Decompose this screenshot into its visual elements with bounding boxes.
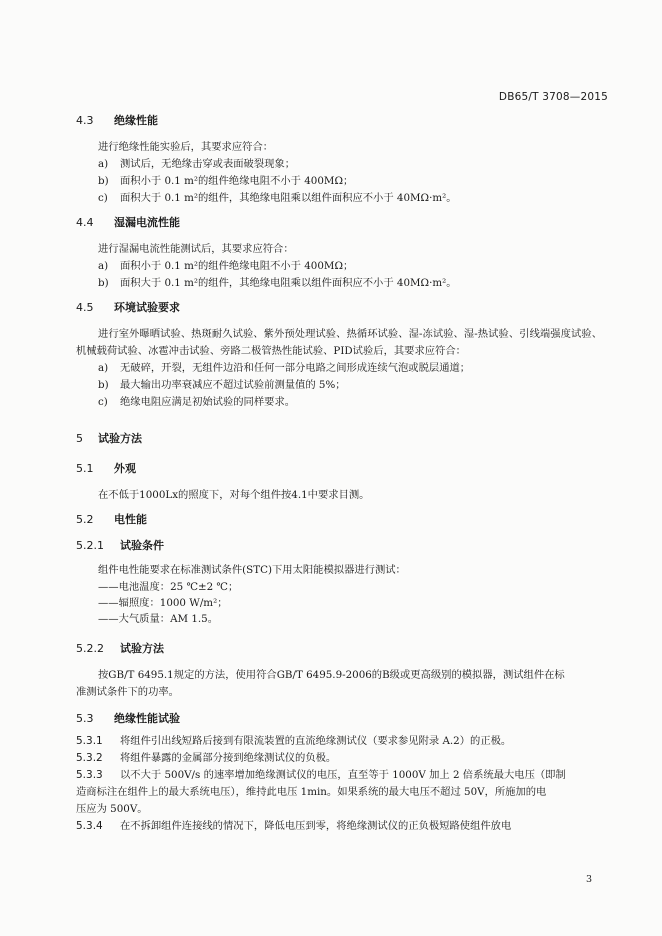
list-text: 绝缘电阻应满足初始试验的同样要求。 bbox=[120, 396, 296, 408]
section-intro: 进行室外曝晒试验、热斑耐久试验、紫外预处理试验、热循环试验、湿-冻试验、湿-热试验、引线端强度试验、机械载荷试验、冰雹冲击试验、旁路二极管热性能试验、PID试验后，其要求应符合： bbox=[76, 328, 602, 357]
page-number: 3 bbox=[585, 874, 592, 885]
subsection-title: 试验条件 bbox=[120, 539, 164, 552]
chapter-number: 5 bbox=[76, 432, 83, 445]
list-marker: c) bbox=[98, 192, 108, 204]
chapter-title: 试验方法 bbox=[98, 432, 142, 445]
clause-text: 以不大于 500V/s 的速率增加绝缘测试仪的电压，直至等于 1000V 加上 2 倍系统最大电压（即制 bbox=[120, 769, 566, 781]
section-number: 5.3 bbox=[76, 712, 94, 725]
section-title: 绝缘性能试验 bbox=[114, 712, 180, 725]
section-title: 湿漏电流性能 bbox=[114, 216, 180, 229]
section-heading-5-1 bbox=[76, 461, 602, 477]
subsection-title: 试验方法 bbox=[120, 642, 164, 655]
section-number: 4.5 bbox=[76, 301, 94, 314]
section-heading-5-2 bbox=[76, 512, 602, 528]
clause-text: 在不拆卸组件连接线的情况下，降低电压到零，将绝缘测试仪的正负极短路使组件放电 bbox=[120, 820, 512, 832]
dash-item: ——大气质量：AM 1.5。 bbox=[98, 613, 219, 625]
list-text: 无破碎，开裂，无组件边沿和任何一部分电路之间形成连续气泡或脱层通道； bbox=[120, 362, 471, 374]
clause-5-3-1 bbox=[76, 733, 602, 750]
subsection-number: 5.2.1 bbox=[76, 539, 104, 552]
list-item bbox=[76, 275, 602, 292]
list-marker: b) bbox=[98, 379, 109, 391]
clause-5-3-2 bbox=[76, 750, 602, 767]
section-intro: 进行绝缘性能实验后，其要求应符合： bbox=[98, 141, 274, 153]
list-text: 面积大于 0.1 m²的组件，其绝缘电阻乘以组件面积应不小于 40MΩ·m²。 bbox=[120, 277, 457, 289]
dash-item: ——电池温度：25 ℃±2 ℃； bbox=[98, 581, 239, 593]
section-intro: 进行湿漏电流性能测试后，其要求应符合： bbox=[98, 243, 294, 255]
list-item bbox=[76, 394, 602, 411]
dash-item: ——辐照度：1000 W/m²； bbox=[98, 597, 228, 609]
section-title: 绝缘性能 bbox=[114, 114, 158, 127]
list-item bbox=[76, 156, 602, 173]
section-number: 5.1 bbox=[76, 462, 94, 475]
section-number: 4.4 bbox=[76, 216, 94, 229]
list-marker: a) bbox=[98, 158, 109, 170]
list-text: 最大输出功率衰减应不超过试验前测量值的 5%； bbox=[120, 379, 346, 391]
section-heading-5-3 bbox=[76, 711, 602, 727]
section-number: 4.3 bbox=[76, 114, 94, 127]
chapter-heading-5 bbox=[76, 431, 602, 447]
subsection-heading-5-2-1 bbox=[76, 538, 602, 554]
section-title: 外观 bbox=[114, 462, 136, 475]
list-text: 面积大于 0.1 m²的组件，其绝缘电阻乘以组件面积应不小于 40MΩ·m²。 bbox=[120, 192, 457, 204]
clause-text-continued: 压应为 500V。 bbox=[76, 803, 148, 815]
clause-text: 将组件暴露的金属部分接到绝缘测试仪的负极。 bbox=[120, 752, 337, 764]
section-title: 电性能 bbox=[114, 513, 147, 526]
section-heading-4-5 bbox=[76, 300, 602, 316]
list-item bbox=[76, 173, 602, 190]
list-marker: a) bbox=[98, 260, 109, 272]
subsection-text-line: 按GB/T 6495.1规定的方法，使用符合GB/T 6495.9-2006的B级或更高级别的模拟器，测试组件在标 bbox=[98, 669, 565, 681]
clause-number: 5.3.2 bbox=[76, 752, 103, 764]
list-item bbox=[76, 258, 602, 275]
clause-number: 5.3.3 bbox=[76, 769, 103, 781]
list-marker: b) bbox=[98, 175, 109, 187]
section-text: 在不低于1000Lx的照度下，对每个组件按4.1中要求目测。 bbox=[98, 489, 370, 501]
list-marker: c) bbox=[98, 396, 108, 408]
list-marker: b) bbox=[98, 277, 109, 289]
subsection-heading-5-2-2 bbox=[76, 641, 602, 657]
list-marker: a) bbox=[98, 362, 109, 374]
subsection-number: 5.2.2 bbox=[76, 642, 104, 655]
clause-5-3-3 bbox=[76, 767, 602, 784]
clause-text: 将组件引出线短路后接到有限流装置的直流绝缘测试仪（要求参见附录 A.2）的正极。 bbox=[120, 735, 512, 747]
clause-5-3-4 bbox=[76, 818, 602, 835]
clause-number: 5.3.1 bbox=[76, 735, 103, 747]
list-text: 测试后，无绝缘击穿或表面破裂现象； bbox=[120, 158, 296, 170]
list-text: 面积小于 0.1 m²的组件绝缘电阻不小于 400MΩ； bbox=[120, 175, 354, 187]
document-code: DB65/T 3708—2015 bbox=[498, 91, 608, 103]
section-number: 5.2 bbox=[76, 513, 94, 526]
clause-number: 5.3.4 bbox=[76, 820, 103, 832]
section-title: 环境试验要求 bbox=[114, 301, 180, 314]
subsection-text-line: 准测试条件下的功率。 bbox=[76, 686, 179, 698]
document-body bbox=[76, 113, 602, 835]
list-text: 面积小于 0.1 m²的组件绝缘电阻不小于 400MΩ； bbox=[120, 260, 354, 272]
clause-text-continued: 造商标注在组件上的最大系统电压），维持此电压 1min。如果系统的最大电压不超过 50V，所施加的电 bbox=[76, 786, 547, 798]
section-heading-4-3 bbox=[76, 113, 602, 129]
section-heading-4-4 bbox=[76, 215, 602, 231]
list-item bbox=[76, 377, 602, 394]
list-item bbox=[76, 190, 602, 207]
list-item bbox=[76, 360, 602, 377]
subsection-intro: 组件电性能要求在标准测试条件(STC)下用太阳能模拟器进行测试： bbox=[98, 564, 406, 576]
